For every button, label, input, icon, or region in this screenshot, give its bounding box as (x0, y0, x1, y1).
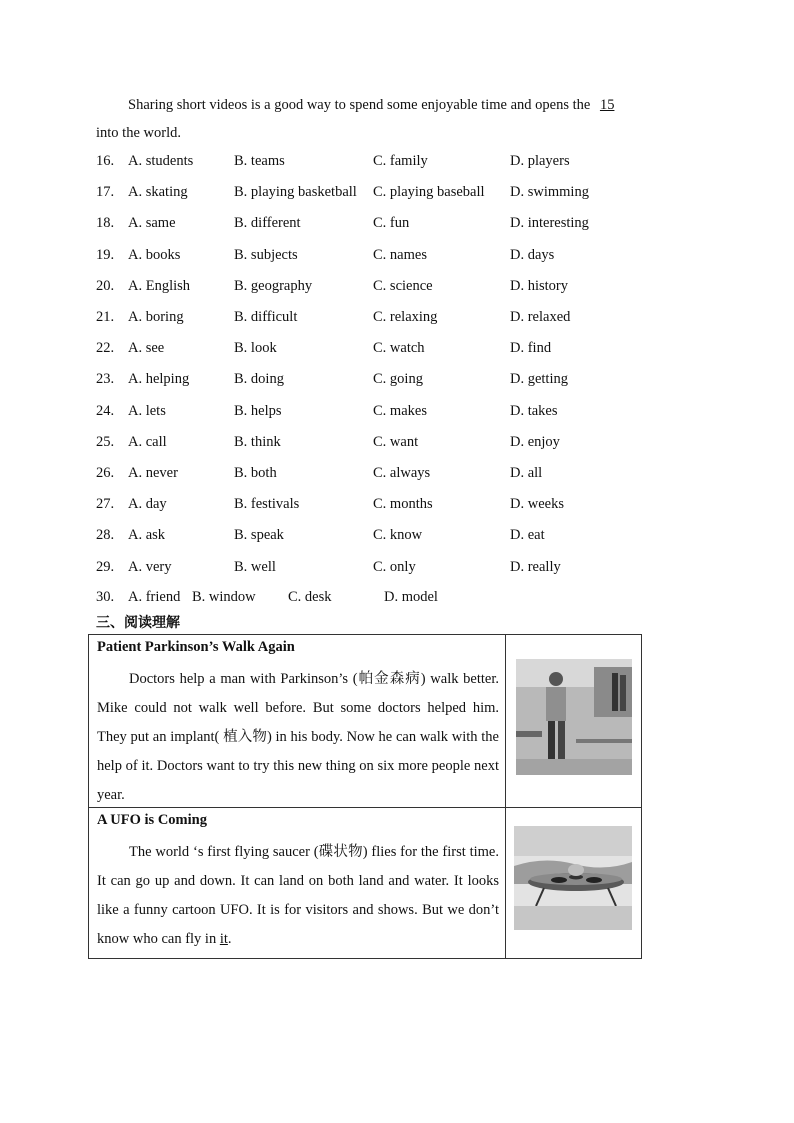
passage-text: Doctors help a man with Parkinson’s (帕金森病) walk better. Mike could not walk well before. But some doctors helped him. They put an implant( 植入物) in his body. Now he can walk with the help of it. Doctors want to try this new thing on six more people next year. (97, 671, 499, 803)
option-b: B. subjects (234, 246, 298, 263)
reading-table (88, 634, 642, 959)
question-row (96, 465, 696, 485)
question-row (96, 278, 696, 298)
option-b: B. teams (234, 153, 285, 169)
option-d: D. enjoy (510, 433, 560, 450)
question-number: 29. (96, 558, 115, 575)
question-number: 28. (96, 527, 115, 544)
intro-line-1 (128, 97, 630, 114)
option-d: D. history (510, 277, 568, 294)
option-d: D. swimming (510, 184, 589, 201)
option-d: D. interesting (510, 215, 589, 232)
question-number: 23. (96, 371, 115, 388)
option-d: D. takes (510, 402, 558, 419)
passage-text-end: . (227, 931, 232, 947)
option-d: D. players (510, 153, 570, 169)
option-c: C. going (373, 371, 423, 388)
option-c: C. months (373, 496, 433, 513)
passage-body (97, 838, 499, 954)
option-c: C. only (373, 558, 416, 575)
option-b: B. different (234, 215, 301, 232)
option-b: B. look (234, 340, 277, 357)
option-c: C. watch (373, 340, 425, 357)
question-number: 25. (96, 433, 115, 450)
passage-text-cell (89, 808, 506, 959)
option-c: C. makes (373, 402, 427, 419)
question-row (96, 340, 696, 360)
option-a: A. students (128, 153, 194, 169)
question-number: 27. (96, 496, 115, 513)
question-row (96, 559, 696, 579)
intro-text: Sharing short videos is a good way to spend some enjoyable time and opens the (128, 97, 591, 113)
question-row (96, 309, 696, 329)
option-c: C. always (373, 465, 431, 481)
option-a: A. helping (128, 371, 190, 388)
option-c: C. know (373, 527, 423, 544)
question-row (96, 184, 696, 204)
question-number: 26. (96, 465, 115, 481)
passage-row (89, 808, 642, 959)
option-c: C. relaxing (373, 309, 438, 325)
question-number: 17. (96, 184, 115, 201)
question-number: 20. (96, 277, 115, 294)
question-number: 19. (96, 246, 115, 263)
option-b: B. festivals (234, 496, 300, 513)
option-b: B. both (234, 465, 277, 481)
option-a: A. English (128, 277, 191, 294)
option-a: A. same (128, 215, 176, 232)
option-c: C. desk (288, 589, 332, 605)
option-d: D. all (510, 465, 543, 481)
option-a: A. call (128, 433, 167, 450)
passage-text-cell (89, 635, 506, 808)
passage-text: The world ‘s first flying saucer (碟状物) flies for the first time. It can go up and down. It can land on both land and water. It looks like a funny cartoon UFO. It is for visitors and shows. But we don’t know who can fly in (97, 844, 499, 947)
passage-image-cell (506, 635, 642, 808)
question-row (96, 247, 696, 267)
option-b: B. well (234, 558, 276, 575)
option-d: D. getting (510, 371, 568, 388)
passage-title: A UFO is Coming (97, 812, 207, 828)
option-c: C. want (373, 433, 419, 450)
option-a: A. day (128, 496, 167, 513)
option-d: D. find (510, 340, 552, 357)
passage-body (97, 665, 499, 810)
option-c: C. names (373, 246, 427, 263)
question-number: 16. (96, 153, 115, 169)
option-a: A. see (128, 340, 165, 357)
option-b: B. doing (234, 371, 284, 388)
flying-saucer-photo (514, 826, 632, 930)
option-a: A. books (128, 246, 181, 263)
option-b: B. playing basketball (234, 184, 357, 201)
question-row (96, 527, 696, 547)
option-d: D. eat (510, 527, 545, 544)
option-a: A. never (128, 465, 178, 481)
question-number: 18. (96, 215, 115, 232)
option-b: B. difficult (234, 309, 298, 325)
question-number: 21. (96, 309, 115, 325)
question-row (96, 496, 696, 516)
question-number: 22. (96, 340, 115, 357)
option-d: D. relaxed (510, 309, 571, 325)
option-b: B. speak (234, 527, 284, 544)
option-d: D. model (384, 589, 438, 605)
passage-title: Patient Parkinson’s Walk Again (97, 639, 295, 655)
question-row (96, 371, 696, 391)
question-number: 30. (96, 589, 115, 605)
passage-row (89, 635, 642, 808)
option-d: D. really (510, 558, 561, 575)
option-d: D. weeks (510, 496, 564, 513)
option-a: A. ask (128, 527, 166, 544)
option-a: A. very (128, 558, 172, 575)
option-c: C. science (373, 277, 433, 294)
option-a: A. skating (128, 184, 188, 201)
question-row (96, 215, 696, 235)
question-row (96, 403, 696, 423)
question-row (96, 153, 696, 173)
option-b: B. helps (234, 402, 282, 419)
option-b: B. geography (234, 277, 313, 294)
walking-man-photo (516, 659, 632, 775)
question-30 (96, 589, 438, 606)
answer-blank: 15 (599, 97, 615, 113)
option-a: A. friend (128, 589, 181, 605)
question-number: 24. (96, 402, 115, 419)
section-title: 三、阅读理解 (96, 615, 180, 631)
option-c: C. family (373, 153, 428, 169)
option-b: B. window (192, 589, 256, 605)
question-row (96, 434, 696, 454)
underlined-word: it (219, 931, 228, 947)
option-c: C. fun (373, 215, 410, 232)
option-a: A. boring (128, 309, 184, 325)
option-d: D. days (510, 246, 555, 263)
option-c: C. playing baseball (373, 184, 485, 201)
intro-line-2: into the world. (96, 125, 181, 141)
passage-image-cell (506, 808, 642, 959)
option-b: B. think (234, 433, 281, 450)
option-a: A. lets (128, 402, 166, 419)
